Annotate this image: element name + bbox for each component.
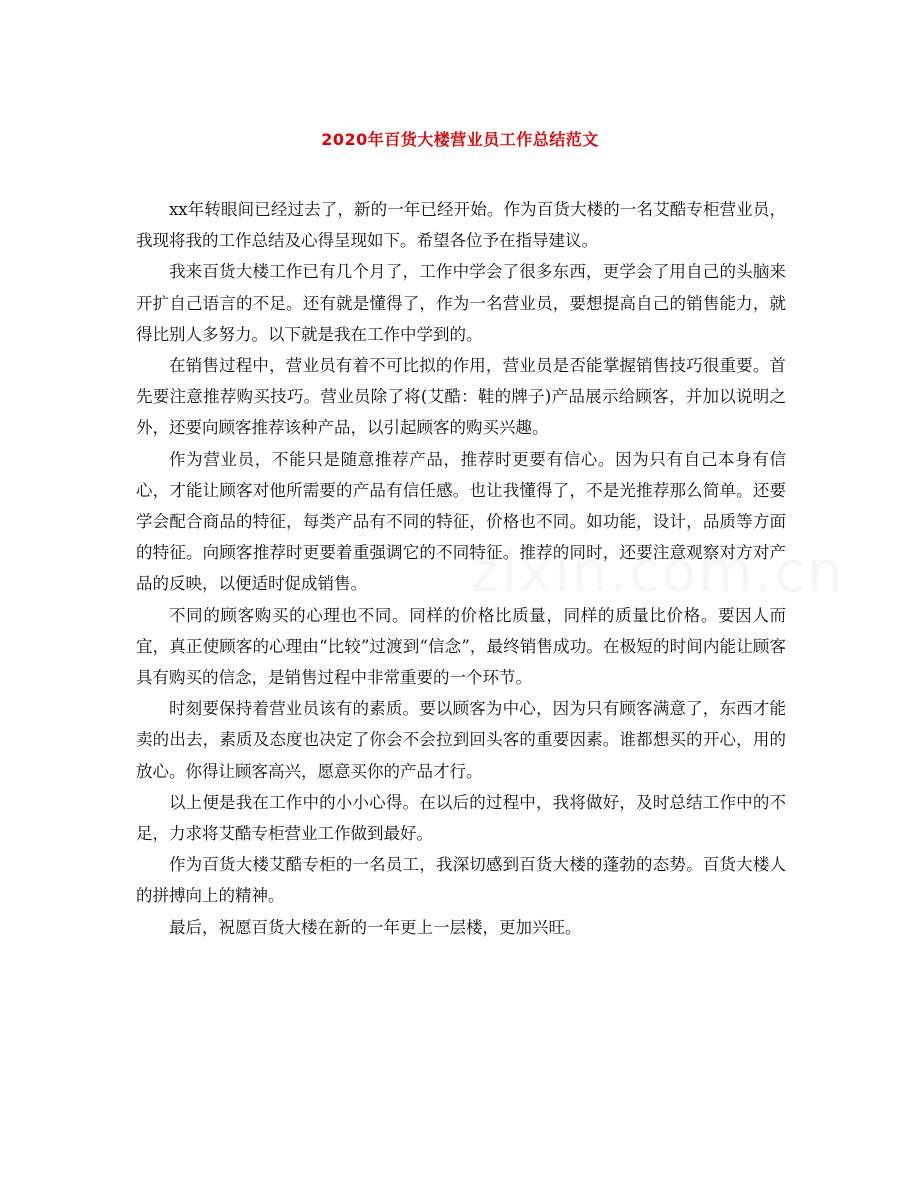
paragraph-3: 在销售过程中，营业员有着不可比拟的作用，营业员是否能掌握销售技巧很重要。首先要注意推荐购买技巧。营业员除了将(艾酷：鞋的牌子)产品展示给顾客，并加以说明之外，还要向顾客推荐该种产品，以引起顾客的购买兴趣。 [136,356,786,438]
document-title: 2020年百货大楼营业员工作总结范文 [321,130,599,149]
paragraph-5: 不同的顾客购买的心理也不同。同样的价格比质量，同样的质量比价格。要因人而宜，真正使顾客的心理由“比较”过渡到“信念”，最终销售成功。在极短的时间内能让顾客具有购买的信念，是销售过程中非常重要的一个环节。 [136,605,786,688]
paragraph-1: xx年转眼间已经过去了，新的一年已经开始。作为百货大楼的一名艾酷专柜营业员，我现将我的工作总结及心得呈现如下。希望各位予在指导建议。 [136,200,786,251]
paragraph-2: 我来百货大楼工作已有几个月了，工作中学会了很多东西，更学会了用自己的头脑来开扩自己语言的不足。还有就是懂得了，作为一名营业员，要想提高自己的销售能力，就得比别人多努力。以下就是我在工作中学到的。 [136,262,786,344]
paragraph-6: 时刻要保持着营业员该有的素质。要以顾客为中心，因为只有顾客满意了，东西才能卖的出去，素质及态度也决定了你会不会拉到回头客的重要因素。谁都想买的开心，用的放心。你得让顾客高兴，愿意买你的产品才行。 [136,699,786,781]
paragraph-9: 最后，祝愿百货大楼在新的一年更上一层楼，更加兴旺。 [169,917,582,937]
paragraph-8: 作为百货大楼艾酷专柜的一名员工，我深切感到百货大楼的蓬勃的态势。百货大楼人的拼搏向上的精神。 [136,855,786,906]
document-body [136,194,786,943]
paragraph-7: 以上便是我在工作中的小小心得。在以后的过程中，我将做好，及时总结工作中的不足，力求将艾酷专柜营业工作做到最好。 [136,792,786,844]
paragraph-4: 作为营业员，不能只是随意推荐产品，推荐时更要有信心。因为只有自己本身有信心，才能让顾客对他所需要的产品有信任感。也让我懂得了，不是光推荐那么简单。还要学会配合商品的特征，每类产品有不同的特征，价格也不同。如功能，设计，品质等方面的特征。向顾客推荐时更要着重强调它的不同特征。推荐的同时，还要注意观察对方对产品的反映，以便适时促成销售。 [136,449,786,594]
